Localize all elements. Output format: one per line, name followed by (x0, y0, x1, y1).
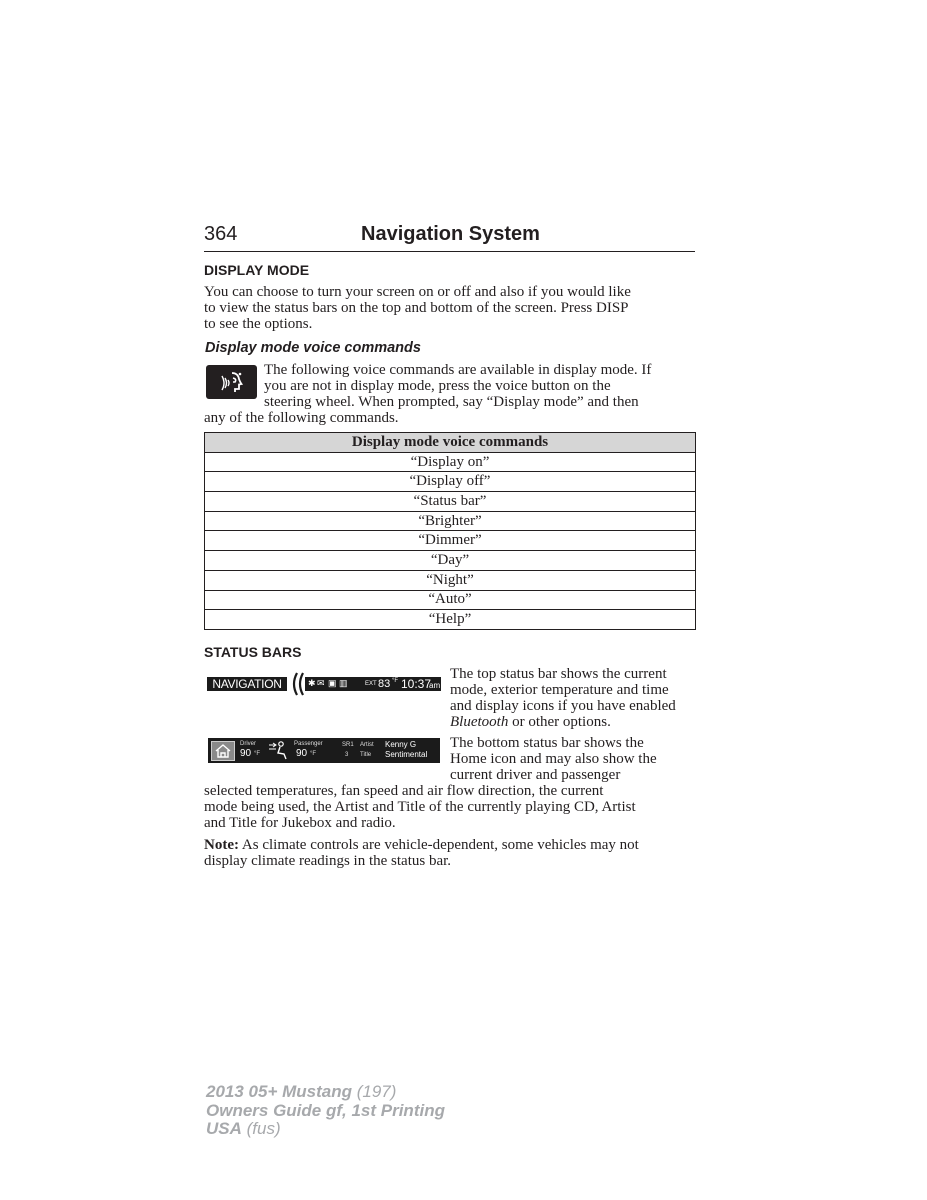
clock-ampm: am (429, 681, 441, 690)
ext-label: EXT (365, 681, 377, 687)
temp-unit: °F (392, 678, 399, 684)
table-row (205, 472, 696, 492)
display-mode-paragraph (204, 284, 631, 332)
voice-command-icon (206, 365, 257, 399)
paragraph-line: display climate readings in the status bar. (204, 853, 452, 869)
table-cell: “Status bar” (205, 492, 696, 512)
paragraph-line: selected temperatures, fan speed and air flow direction, the current (204, 783, 604, 799)
table-row (205, 590, 696, 610)
footer-line-2 (206, 1101, 445, 1120)
table-cell: “Dimmer” (205, 531, 696, 551)
paragraph-line: and display icons if you have enabled (450, 698, 676, 714)
table-row (205, 492, 696, 512)
paragraph-line: The top status bar shows the current (450, 666, 667, 682)
paragraph-line (204, 837, 639, 853)
note-paragraph (204, 837, 639, 869)
table-cell: “Day” (205, 551, 696, 571)
paragraph-line: and Title for Jukebox and radio. (204, 815, 396, 831)
driver-temp: 90 (240, 748, 252, 759)
footer-printing: Owners Guide gf, 1st Printing (206, 1101, 445, 1120)
paragraph-line: you are not in display mode, press the voice button on the (264, 378, 611, 394)
signal-icon: ▥ (339, 678, 348, 688)
mail-icon: ✉ (317, 678, 325, 688)
passenger-temp-unit: °F (310, 751, 317, 757)
mode-label: NAVIGATION (207, 677, 287, 691)
footer-line-1 (206, 1082, 396, 1101)
status-bars-heading: STATUS BARS (204, 644, 302, 660)
clock-time: 10:37 (401, 677, 432, 691)
driver-label: Driver (240, 741, 256, 747)
table-row (205, 570, 696, 590)
source-label: SR1 (342, 742, 354, 748)
paragraph-line: to view the status bars on the top and bottom of the screen. Press DISP (204, 300, 629, 316)
artist-name: Kenny G (385, 740, 417, 749)
page-title: Navigation System (361, 223, 540, 245)
channel-number: 3 (345, 752, 349, 758)
passenger-label: Passenger (294, 741, 323, 747)
table-header: Display mode voice commands (205, 433, 696, 453)
voice-commands-heading: Display mode voice commands (205, 340, 421, 356)
paragraph-line: You can choose to turn your screen on or off and also if you would like (204, 284, 631, 300)
header-rule (204, 251, 695, 252)
passenger-temp: 90 (296, 748, 308, 759)
ext-temp: 83 (378, 678, 391, 690)
paragraph-line: Home icon and may also show the (450, 751, 657, 767)
table-cell: “Brighter” (205, 511, 696, 531)
bluetooth-icon: ✱ (308, 678, 316, 688)
note-label: Note: (204, 837, 239, 853)
paragraph-line: mode being used, the Artist and Title of the currently playing CD, Artist (204, 799, 636, 815)
display-mode-heading: DISPLAY MODE (204, 262, 310, 278)
top-bar-paragraph (450, 666, 676, 730)
status-area (305, 677, 441, 691)
footer-model: 2013 05+ Mustang (206, 1082, 352, 1101)
footer-market-code: (fus) (241, 1119, 281, 1138)
song-title: Sentimental (385, 750, 428, 759)
bottom-status-bar-image (208, 738, 440, 763)
footer-market: USA (206, 1119, 242, 1138)
table-row (205, 551, 696, 571)
voice-paragraph-last-line: any of the following commands. (204, 410, 399, 426)
table-cell: “Display off” (205, 472, 696, 492)
top-status-bar-image (207, 673, 441, 695)
paragraph-line: mode, exterior temperature and time (450, 682, 669, 698)
table-row (205, 511, 696, 531)
table-cell: “Auto” (205, 590, 696, 610)
paragraph-line: to see the options. (204, 316, 313, 332)
footer-line-3 (206, 1119, 281, 1138)
table-row (205, 610, 696, 630)
title-label: Title (360, 752, 372, 758)
paragraph-line: current driver and passenger (450, 767, 621, 783)
voice-commands-table (204, 432, 696, 630)
paragraph-line: The following voice commands are available in display mode. If (264, 362, 652, 378)
italic-text: Bluetooth (450, 714, 509, 730)
table-cell: “Display on” (205, 452, 696, 472)
page-number: 364 (204, 223, 238, 245)
paragraph-line (450, 714, 676, 730)
artist-label: Artist (360, 742, 374, 748)
footer-code: (197) (352, 1082, 397, 1101)
home-icon (211, 741, 235, 761)
table-cell: “Help” (205, 610, 696, 630)
note-text: As climate controls are vehicle-dependent, some vehicles may not (238, 837, 639, 853)
seat-airflow-icon (268, 740, 290, 760)
table-row (205, 452, 696, 472)
paragraph-text: or other options. (508, 714, 611, 730)
table-cell: “Night” (205, 570, 696, 590)
voice-paragraph (264, 362, 651, 410)
phone-icon: ▣ (328, 678, 337, 688)
driver-temp-unit: °F (254, 751, 261, 757)
status-bars-continued (204, 783, 636, 831)
paragraph-line: The bottom status bar shows the (450, 735, 644, 751)
table-row (205, 531, 696, 551)
bottom-bar-paragraph (450, 735, 657, 783)
paragraph-line: steering wheel. When prompted, say “Display mode” and then (264, 394, 639, 410)
